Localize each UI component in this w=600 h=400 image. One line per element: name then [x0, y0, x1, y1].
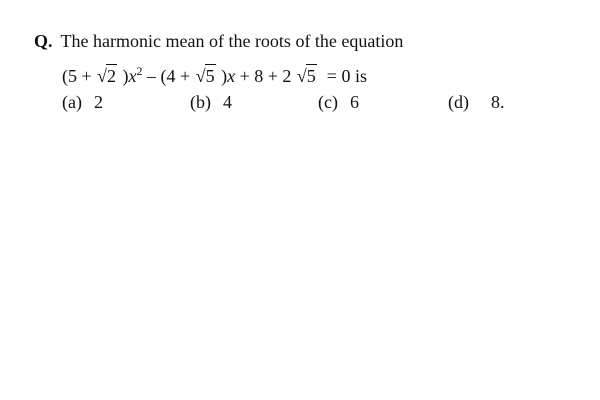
- option-c[interactable]: [318, 91, 359, 113]
- variable-x: x: [227, 66, 236, 86]
- option-value: 4: [223, 92, 232, 112]
- option-label: (a): [62, 92, 82, 112]
- option-d[interactable]: [448, 91, 505, 113]
- option-label: (c): [318, 92, 338, 112]
- exponent: 2: [136, 64, 143, 78]
- option-label: (b): [190, 92, 211, 112]
- radical-icon: √: [296, 66, 307, 86]
- option-value: 2: [93, 92, 103, 112]
- equation-part: ): [118, 66, 129, 86]
- equation-part: – (4 +: [142, 66, 195, 86]
- radicand: 5: [306, 66, 316, 86]
- option-value: 8.: [491, 92, 505, 112]
- radical-icon: √: [195, 66, 206, 86]
- question-line: [34, 30, 403, 52]
- radical-icon: √: [97, 66, 108, 86]
- answer-options: [0, 91, 600, 115]
- equation-part: ): [216, 66, 228, 86]
- option-b[interactable]: [190, 91, 232, 113]
- option-value: 6: [349, 92, 359, 112]
- variable-x: x: [128, 66, 137, 86]
- square-root-5: [297, 64, 317, 87]
- equation-part: (5 +: [62, 66, 97, 86]
- equation-part: + 8 + 2: [235, 66, 296, 86]
- option-a[interactable]: [62, 91, 103, 113]
- square-root-2: [97, 64, 117, 87]
- square-root-5: [196, 64, 216, 87]
- radicand: 2: [107, 66, 117, 86]
- option-label: (d): [448, 92, 469, 112]
- radicand: 5: [205, 66, 215, 86]
- equation-part: = 0 is: [317, 66, 367, 86]
- question-text: The harmonic mean of the roots of the equation: [60, 31, 404, 51]
- equation: [62, 60, 367, 87]
- question-label: Q.: [34, 31, 53, 51]
